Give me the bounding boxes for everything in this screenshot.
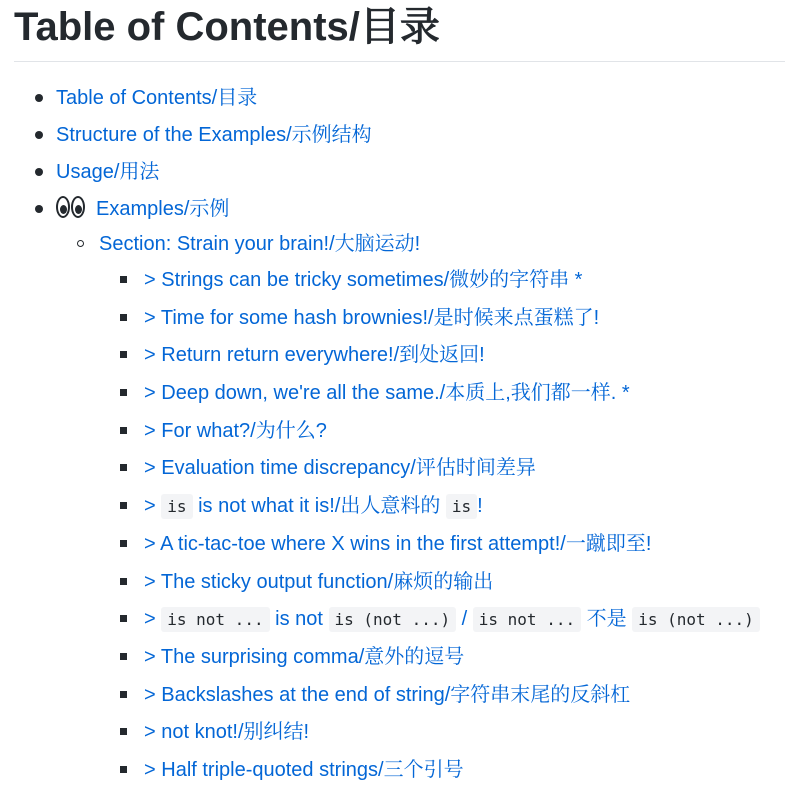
- inline-code: is not ...: [473, 607, 581, 632]
- inline-code: is: [446, 494, 477, 519]
- toc-link-structure[interactable]: Structure of the Examples/示例结构: [56, 124, 372, 146]
- square-bullet-icon: [120, 314, 127, 321]
- page-title: Table of Contents/目录: [14, 0, 785, 62]
- toc-item: [56, 81, 785, 118]
- list-item: [144, 527, 785, 565]
- section-list: [56, 229, 785, 791]
- square-bullet-icon: [120, 464, 127, 471]
- square-bullet-icon: [120, 728, 127, 735]
- square-bullet-icon: [120, 540, 127, 547]
- square-bullet-icon: [120, 427, 127, 434]
- bullet-icon: [35, 168, 43, 176]
- toc-item: [56, 118, 785, 155]
- example-link[interactable]: > is is not what it is!/出人意料的 is !: [144, 495, 483, 518]
- list-item: [144, 338, 785, 376]
- toc-link-table-of-contents[interactable]: Table of Contents/目录: [56, 87, 258, 109]
- section-item: [99, 229, 785, 791]
- bullet-icon: [35, 205, 43, 213]
- inline-code: is: [161, 494, 192, 519]
- example-link[interactable]: > A tic-tac-toe where X wins in the first attempt!/一蹴即至!: [144, 532, 652, 555]
- toc-link-examples[interactable]: Examples/示例: [96, 198, 230, 220]
- toc-item: [56, 155, 785, 192]
- bullet-icon: [35, 94, 43, 102]
- list-item: [144, 602, 785, 640]
- square-bullet-icon: [120, 389, 127, 396]
- list-item: [144, 640, 785, 678]
- square-bullet-icon: [120, 578, 127, 585]
- list-item: [144, 489, 785, 527]
- list-item: [144, 301, 785, 339]
- list-item: [144, 678, 785, 716]
- example-link[interactable]: > Strings can be tricky sometimes/微妙的字符串 *: [144, 269, 583, 291]
- list-item: [144, 565, 785, 603]
- example-link[interactable]: > For what?/为什么?: [144, 419, 327, 442]
- inline-code: is (not ...): [329, 607, 457, 632]
- square-bullet-icon: [120, 691, 127, 698]
- example-link[interactable]: > not knot!/别纠结!: [144, 721, 310, 744]
- square-bullet-icon: [120, 653, 127, 660]
- square-bullet-icon: [120, 615, 127, 622]
- example-link[interactable]: > Time for some hash brownies!/是时候来点蛋糕了!: [144, 306, 600, 329]
- example-link[interactable]: > Evaluation time discrepancy/评估时间差异: [144, 457, 536, 480]
- example-link[interactable]: > Half triple-quoted strings/三个引号: [144, 758, 464, 781]
- inline-code: is not ...: [161, 607, 269, 632]
- section-link-strain-your-brain[interactable]: Section: Strain your brain!/大脑运动!: [99, 233, 421, 255]
- toc-link-usage[interactable]: Usage/用法: [56, 161, 160, 183]
- example-link[interactable]: > Deep down, we're all the same./本质上,我们都一样. *: [144, 382, 630, 405]
- square-bullet-icon: [120, 766, 127, 773]
- list-item: [144, 414, 785, 452]
- example-link[interactable]: > The surprising comma/意外的逗号: [144, 645, 465, 668]
- square-bullet-icon: [120, 502, 127, 509]
- circle-bullet-icon: [77, 240, 84, 247]
- toc-list: [14, 81, 785, 791]
- inline-code: is (not ...): [632, 607, 760, 632]
- square-bullet-icon: [120, 351, 127, 358]
- example-link[interactable]: > Return return everywhere!/到处返回!: [144, 344, 485, 367]
- list-item: [144, 451, 785, 489]
- list-item: [144, 376, 785, 414]
- example-link[interactable]: > The sticky output function/麻烦的输出: [144, 570, 494, 593]
- toc-item: [56, 192, 785, 791]
- example-link[interactable]: > is not ... is not is (not ...) / is not ... 不是 is (not ...): [144, 608, 760, 630]
- example-link[interactable]: > Backslashes at the end of string/字符串末尾的反斜杠: [144, 683, 631, 706]
- bullet-icon: [35, 131, 43, 139]
- list-item: [144, 715, 785, 753]
- square-bullet-icon: [120, 276, 127, 283]
- example-list: [99, 263, 785, 791]
- list-item: [144, 263, 785, 301]
- eyes-emoji-icon: [56, 196, 88, 220]
